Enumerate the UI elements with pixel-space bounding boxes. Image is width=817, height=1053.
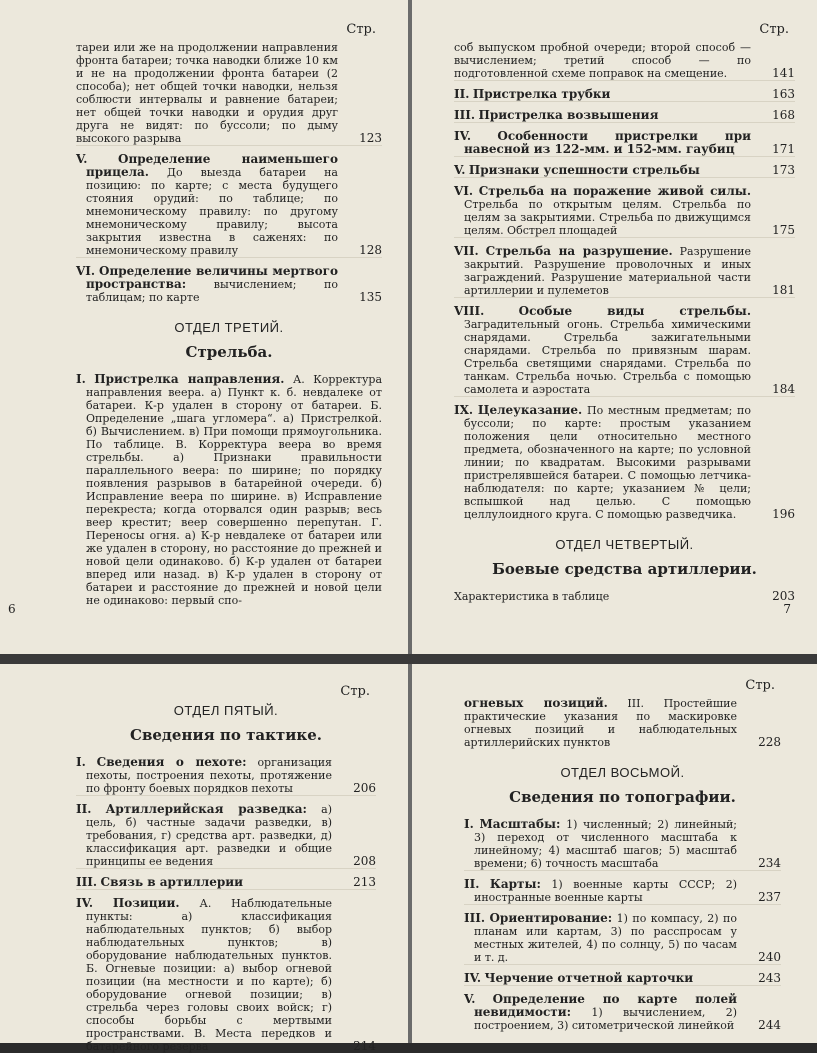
toc-entry — [454, 164, 795, 178]
entry-title: Определение величины мертвого пространства: — [86, 264, 338, 291]
entry-title: Стрельба на разрушение. — [485, 244, 673, 258]
entry-title: огневых позиций. — [464, 696, 608, 710]
toc-entry — [464, 878, 781, 905]
page-6 — [0, 0, 408, 654]
entry-num: II. — [76, 802, 92, 816]
toc-entry — [76, 897, 376, 1053]
entry-num: IV. — [76, 896, 94, 910]
entry-text: 1) вычислением, 2) построением, 3) ситометрической линейкой — [474, 1006, 737, 1032]
entry-text: Характеристика в таблице — [454, 590, 610, 603]
entry-text: 1) численный; 2) линейный; 3) переход от численного масштаба к линейному; 4) масштаб шагов; 5) масштаб времени; 6) точность масштаба — [474, 818, 737, 870]
entry-title: Пристрелка трубки — [472, 87, 611, 101]
page-8 — [0, 664, 408, 1053]
entry-num: II. — [454, 87, 470, 101]
page-number: 173 — [772, 163, 795, 177]
toc-list — [464, 697, 781, 749]
toc-entry — [454, 109, 795, 123]
entry-num: I. — [76, 755, 86, 769]
entry-num: IV. — [464, 971, 482, 985]
toc-entry — [76, 803, 376, 869]
toc-list — [76, 756, 376, 1053]
section-title: Стрельба. — [185, 343, 273, 361]
page-folio: 6 — [8, 602, 16, 616]
toc-entry — [76, 153, 382, 258]
page-number: 175 — [772, 223, 795, 237]
toc-entry — [454, 305, 795, 397]
entry-title: Карты: — [489, 877, 541, 891]
toc-entry — [454, 41, 795, 81]
page-number: 237 — [758, 890, 781, 904]
toc-entry — [464, 993, 781, 1032]
toc-entry — [454, 590, 795, 603]
section-title: Сведения по топографии. — [509, 788, 736, 806]
toc-entry — [454, 404, 795, 521]
entry-num: III. — [76, 875, 98, 889]
entry-text: а) цель, б) частные задачи разведки, в) требования, г) средства арт. разведки, д) классификация арт. разведки и общие принципы ее ведения — [86, 803, 332, 868]
entry-title: Особенности пристрелки при навесной из 122-мм. и 152-мм. гаубиц — [464, 129, 751, 156]
toc-entry — [454, 245, 795, 298]
entry-title: Позиции. — [112, 896, 180, 910]
toc-list — [76, 41, 382, 304]
scan-divider — [0, 654, 817, 664]
entry-text: 1) по компасу, 2) по планам или картам, 3) по расспросам у местных жителей, 4) по солнцу, 5) по часам и т. д. — [474, 912, 737, 964]
toc-entry — [454, 130, 795, 157]
entry-text: До выезда батареи на позицию: по карте; с места будущего стояния орудий: по таблице; по мнемоническому правилу: по другому мнемоническому правилу; высота закрытия известна в саженях: по мнемоническому правилу — [86, 166, 338, 257]
toc-entry — [464, 912, 781, 965]
entry-num: VI. — [454, 184, 474, 198]
page-number: 141 — [772, 66, 795, 80]
toc-list — [454, 41, 795, 521]
page-folio: 7 — [783, 602, 791, 616]
entry-title: Пристрелка направления. — [94, 372, 285, 386]
entry-text: 1) военные карты СССР; 2) иностранные военные карты — [474, 878, 737, 904]
page-number: 184 — [772, 382, 795, 396]
entry-text: организация пехоты, построения пехоты, протяжение по фронту боевых порядков пехоты — [86, 756, 332, 795]
section-title: Боевые средства артиллерии. — [492, 560, 757, 578]
entry-num: I. — [76, 372, 86, 386]
entry-text: соб выпуском пробной очереди; второй способ — вычислением; третий способ — по подготовленной схеме поправок на смещение. — [454, 41, 751, 80]
str-label: Стр. — [759, 22, 789, 37]
entry-title: Связь в артиллерии — [100, 875, 244, 889]
entry-num: I. — [464, 817, 474, 831]
entry-title: Сведения о пехоте: — [96, 755, 247, 769]
entry-text: Заградительный огонь. Стрельба химическими снарядами. Стрельба зажигательными снарядами. Стрельба по привязным шарам. Стрельба светящими снарядами. Стрельба по танкам. Стрельба ночью. Стрельба с помощью самолета и аэростата — [464, 318, 751, 396]
page-9 — [412, 664, 817, 1043]
entry-text: Разрушение закрытий. Разрушение проволочных и иных заграждений. Разрушение материальной части артиллерии и пулеметов — [464, 245, 752, 297]
entry-title: Масштабы: — [479, 817, 561, 831]
section-title: Сведения по тактике. — [130, 726, 322, 744]
entry-title: Признаки успешности стрельбы — [468, 163, 700, 177]
entry-title: Пристрелка возвышения — [478, 108, 659, 122]
entry-num: III. — [454, 108, 476, 122]
entry-title: Ориентирование: — [489, 911, 613, 925]
page-number: 171 — [772, 142, 795, 156]
toc-entry — [76, 756, 376, 796]
toc-entry — [76, 41, 382, 146]
section-heading: ОТДЕЛ ЧЕТВЕРТЫЙ. — [555, 537, 694, 552]
page-number: 123 — [359, 131, 382, 145]
entry-num: II. — [464, 877, 480, 891]
entry-text: А. Корректура направления веера. а) Пункт к. б. невдалеке от батареи. К-р удален в сторону от батареи. Б. Определение „шага угломера“. а) Пристрелкой. б) Вычислением. в) При помощи прямоугольника. По таблице. В. Корректура веера во время стрельбы. а) Признаки правильности параллельного веера: по ширине; по порядку появления разрывов в батарейной очереди. б) Исправление веера по ширине. в) Исправление перекреста; когда оторвался один разрыв; весь веер крестит; веер совершенно перепутан. Г. Переносы огня. а) К-р невдалеке от батареи или же удален в сторону, но расстояние до прежней и новой цели одинаково. б) К-р удален от батареи вперед или назад. в) К-р удален в сторону от батареи и расстояние до прежней и новой цели не одинаково: первый спо- — [86, 373, 383, 607]
entry-num: V. — [464, 992, 476, 1006]
entry-title: Артиллерийская разведка: — [105, 802, 307, 816]
page-number: 206 — [353, 781, 376, 795]
page-number: 214 — [353, 1039, 376, 1053]
toc-paragraph — [76, 373, 382, 607]
page-number: 196 — [772, 507, 795, 521]
entry-title: Стрельба на поражение живой силы. — [478, 184, 751, 198]
entry-text: вычислением; по таблицам; по карте — [86, 278, 338, 304]
section-heading: ОТДЕЛ ТРЕТИЙ. — [174, 320, 284, 335]
toc-entry — [76, 876, 376, 890]
page-number: 163 — [772, 87, 795, 101]
toc-entry — [464, 972, 781, 986]
entry-text: Стрельба по открытым целям. Стрельба по целям за закрытиями. Стрельба по движущимся целям. Обстрел площадей — [464, 198, 751, 237]
entry-num: VI. — [76, 264, 96, 278]
page-number: 135 — [359, 290, 382, 304]
entry-title: Определение наименьшего прицела. — [86, 152, 338, 179]
toc-entry — [454, 185, 795, 238]
page-number: 203 — [772, 589, 795, 603]
str-label: Стр. — [346, 22, 376, 37]
toc-entry — [76, 265, 382, 304]
page-number: 128 — [359, 243, 382, 257]
page-number: 208 — [353, 854, 376, 868]
toc-entry — [454, 88, 795, 102]
entry-num: VII. — [454, 244, 479, 258]
toc-entry — [464, 697, 781, 749]
str-label: Стр. — [745, 678, 775, 693]
page-number: 228 — [758, 735, 781, 749]
str-label: Стр. — [340, 684, 370, 699]
page-number: 240 — [758, 950, 781, 964]
section-heading: ОТДЕЛ ВОСЬМОЙ. — [560, 765, 685, 780]
entry-num: IV. — [454, 129, 472, 143]
page-number: 243 — [758, 971, 781, 985]
page-number: 213 — [353, 875, 376, 889]
entry-title: Особые виды стрельбы. — [518, 304, 751, 318]
entry-title: Определение по карте полей невидимости: — [474, 992, 737, 1019]
entry-num: III. — [464, 911, 486, 925]
entry-title: Целеуказание. — [477, 403, 583, 417]
entry-text: тареи или же на продолжении направления фронта батареи; точка наводки ближе 10 км и не на продолжении фронта батареи (2 способа); нет общей точки наводки, нельзя соблюсти интервалы и равнение батареи; нет общей точки наводки и орудия друг друга не видят: по буссоли; по дыму высокого разрыва — [76, 41, 338, 145]
entry-text: А. Наблюдательные пункты: а) классификация наблюдательных пунктов; б) выбор наблюдательных пунктов; в) оборудование наблюдательных пунктов. Б. Огневые позиции: а) выбор огневой позиции (на местности и по карте); б) оборудование огневой позиции; в) стрельба через головы своих войск; г) способы борьбы с мертвыми пространствами. В. Места передков и батарейного резерва — [86, 897, 332, 1053]
page-number: 244 — [758, 1018, 781, 1032]
page-number: 181 — [772, 283, 795, 297]
section-heading: ОТДЕЛ ПЯТЫЙ. — [173, 703, 279, 718]
entry-title: Черчение отчетной карточки — [484, 971, 694, 985]
page-number: 168 — [772, 108, 795, 122]
toc-list — [464, 818, 781, 1032]
entry-num: V. — [454, 163, 466, 177]
entry-text: III. Простейшие практические указания по маскировке огневых позиций и наблюдательных артиллерийских пунктов — [464, 697, 737, 749]
entry-num: VIII. — [454, 304, 485, 318]
entry-num: IX. — [454, 403, 474, 417]
page-number: 234 — [758, 856, 781, 870]
toc-entry — [464, 818, 781, 871]
entry-text: По местным предметам; по буссоли; по карте: простым указанием положения цели относительно местного предмета, обозначенного на карте; по условной линии; по квадратам. Высокими разрывами пристрелявшейся батареи. С помощью летчика-наблюдателя: по карте; указанием № цели; вспышкой над целью. С помощью целлулоидного круга. С помощью разведчика. — [464, 404, 751, 521]
entry-num: V. — [76, 152, 88, 166]
page-7 — [412, 0, 817, 654]
